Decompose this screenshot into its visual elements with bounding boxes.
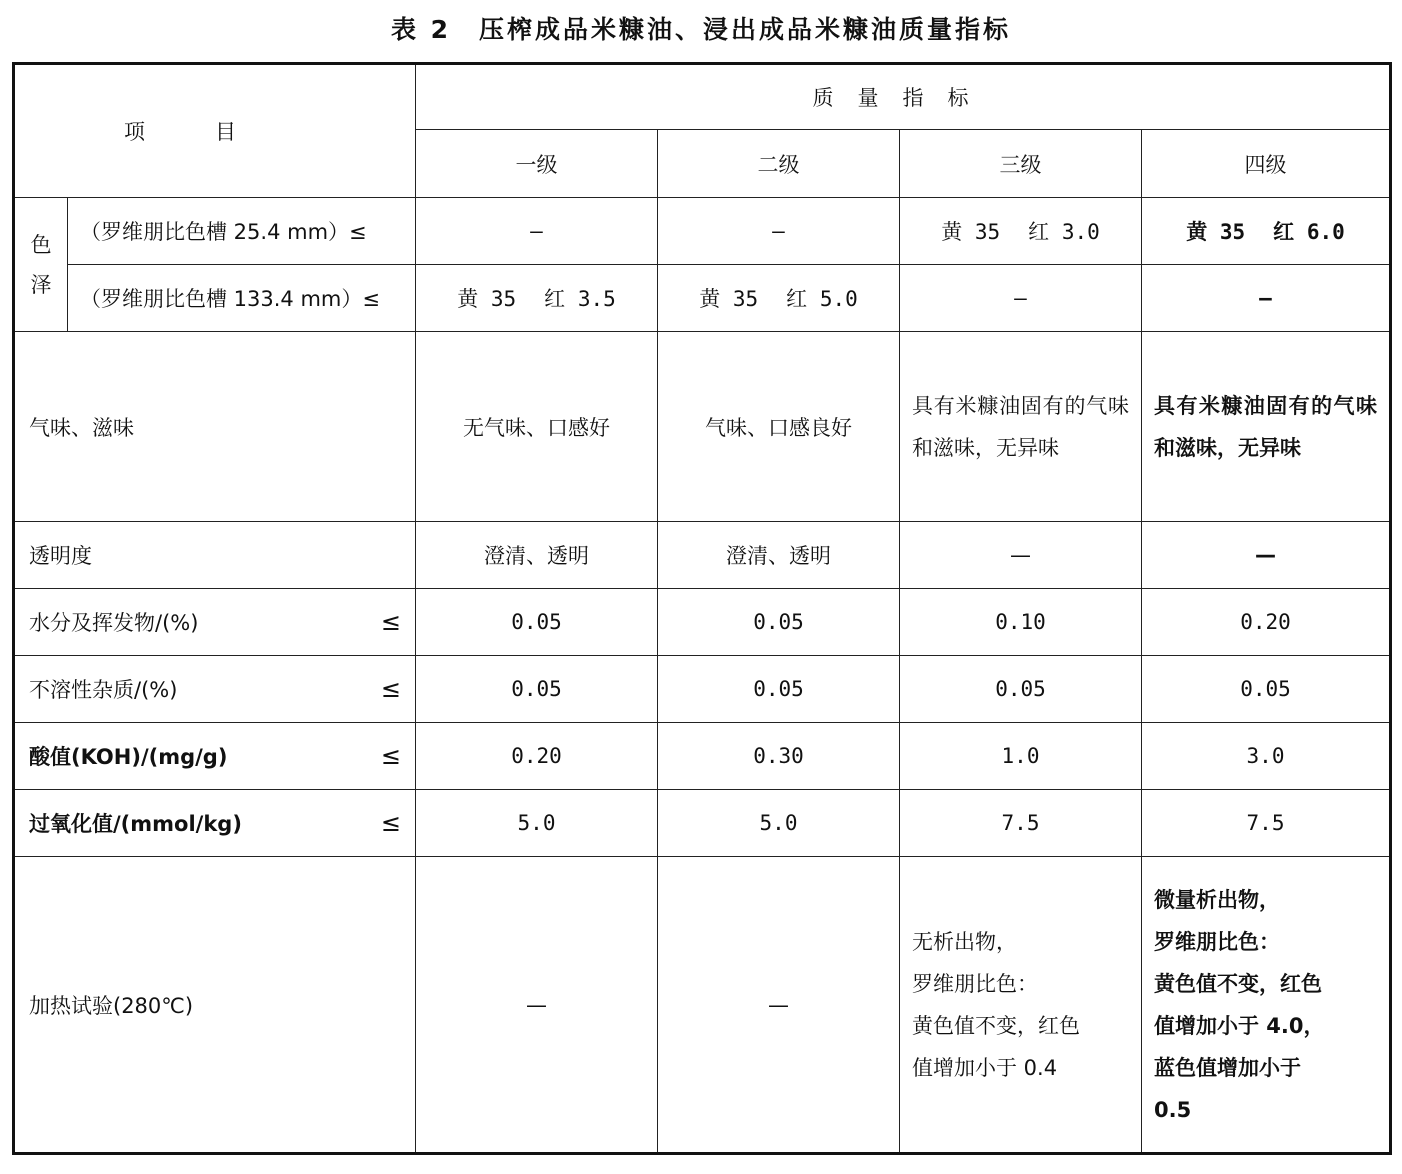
cell-acid-g4: 3.0: [1142, 723, 1391, 790]
row-impurity: [14, 656, 1391, 723]
cell-clarity-g4: —: [1142, 522, 1391, 589]
value-pair: 黄 35 红 3.0: [941, 220, 1100, 244]
value-pair: —: [530, 219, 543, 243]
header-grade-2: 二级: [658, 130, 900, 198]
cell-clarity-g3: —: [900, 522, 1142, 589]
row-label-color-25: （罗维朋比色槽 25.4 mm）≤: [68, 198, 416, 265]
cell-peroxide-g2: 5.0: [658, 790, 900, 857]
cell-impurity-g1: 0.05: [416, 656, 658, 723]
cell-moisture-g3: 0.10: [900, 589, 1142, 656]
heating-line: 值增加小于 4.0，: [1154, 1013, 1325, 1038]
le-sign: ≤: [380, 675, 401, 703]
cell-moisture-g2: 0.05: [658, 589, 900, 656]
cell-clarity-g2: 澄清、透明: [658, 522, 900, 589]
row-label-clarity: 透明度: [14, 522, 416, 589]
heating-line: 0.5: [1154, 1097, 1192, 1122]
row-clarity: [14, 522, 1391, 589]
header-item-label: 项目: [124, 120, 306, 144]
row-label-odor: 气味、滋味: [14, 332, 416, 522]
label-text: 不溶性杂质/(%): [29, 678, 178, 702]
row-label-moisture: [14, 589, 416, 656]
row-moisture: [14, 589, 1391, 656]
cell-odor-g1: 无气味、口感好: [416, 332, 658, 522]
heating-line: 黄色值不变，红色: [1154, 971, 1322, 996]
cell-color-133-g3: —: [900, 265, 1142, 332]
row-label-peroxide: [14, 790, 416, 857]
cell-color-25-g2: [658, 198, 900, 265]
header-quality-index: [416, 64, 1391, 130]
heating-line: 罗维朋比色：: [912, 971, 1038, 996]
color-group-text: 色 泽: [30, 232, 52, 297]
row-label-color-133: （罗维朋比色槽 133.4 mm）≤: [68, 265, 416, 332]
cell-odor-g3: 具有米糠油固有的气味和滋味，无异味: [900, 332, 1142, 522]
table-title: 表 2 压榨成品米糠油、浸出成品米糠油质量指标: [390, 15, 1012, 44]
cell-heating-g3: [900, 857, 1142, 1154]
row-odor: [14, 332, 1391, 522]
cell-acid-g3: 1.0: [900, 723, 1142, 790]
row-heating: [14, 857, 1391, 1154]
row-label-heating: 加热试验(280℃): [14, 857, 416, 1154]
color-group-label: [14, 198, 68, 332]
header-grade-3: 三级: [900, 130, 1142, 198]
value-pair: 黄 35 红 5.0: [699, 287, 858, 311]
row-label-acid: [14, 723, 416, 790]
cell-peroxide-g4: 7.5: [1142, 790, 1391, 857]
heating-line: 微量析出物，: [1154, 887, 1280, 912]
cell-color-25-g3: [900, 198, 1142, 265]
value-pair: 黄 35 红 6.0: [1186, 220, 1345, 244]
heating-line: 罗维朋比色：: [1154, 929, 1280, 954]
quality-spec-table: [12, 62, 1392, 1155]
label-text: 水分及挥发物/(%): [29, 611, 199, 635]
label-text: 酸值(KOH)/(mg/g): [29, 745, 228, 769]
le-sign: ≤: [380, 809, 401, 837]
cell-odor-g4: 具有米糠油固有的气味和滋味，无异味: [1142, 332, 1391, 522]
header-grade-4: 四级: [1142, 130, 1391, 198]
cell-color-133-g4: —: [1142, 265, 1391, 332]
row-label-impurity: [14, 656, 416, 723]
cell-color-133-g2: [658, 265, 900, 332]
cell-impurity-g3: 0.05: [900, 656, 1142, 723]
header-item: [14, 64, 416, 198]
cell-moisture-g1: 0.05: [416, 589, 658, 656]
heating-line: 值增加小于 0.4: [912, 1055, 1058, 1080]
value-pair: 黄 35 红 3.5: [457, 287, 616, 311]
label-text: 过氧化值/(mmol/kg): [29, 812, 242, 836]
value-pair: —: [772, 219, 785, 243]
cell-color-133-g1: [416, 265, 658, 332]
cell-impurity-g2: 0.05: [658, 656, 900, 723]
cell-color-25-g1: [416, 198, 658, 265]
row-color-133: [14, 265, 1391, 332]
row-acid: [14, 723, 1391, 790]
le-sign: ≤: [380, 608, 401, 636]
cell-heating-g2: —: [658, 857, 900, 1154]
heating-line: 蓝色值增加小于: [1154, 1055, 1301, 1080]
cell-acid-g1: 0.20: [416, 723, 658, 790]
row-color-25: [14, 198, 1391, 265]
cell-color-25-g4: [1142, 198, 1391, 265]
cell-heating-g1: —: [416, 857, 658, 1154]
cell-peroxide-g3: 7.5: [900, 790, 1142, 857]
header-quality-label: 质量指标: [812, 86, 993, 110]
heating-line: 无析出物，: [912, 929, 1017, 954]
cell-clarity-g1: 澄清、透明: [416, 522, 658, 589]
header-row-top: [14, 64, 1391, 130]
cell-moisture-g4: 0.20: [1142, 589, 1391, 656]
le-sign: ≤: [380, 742, 401, 770]
header-grade-1: 一级: [416, 130, 658, 198]
cell-heating-g4: [1142, 857, 1391, 1154]
row-peroxide: [14, 790, 1391, 857]
cell-acid-g2: 0.30: [658, 723, 900, 790]
cell-odor-g2: 气味、口感良好: [658, 332, 900, 522]
cell-peroxide-g1: 5.0: [416, 790, 658, 857]
cell-impurity-g4: 0.05: [1142, 656, 1391, 723]
heating-line: 黄色值不变，红色: [912, 1013, 1080, 1038]
